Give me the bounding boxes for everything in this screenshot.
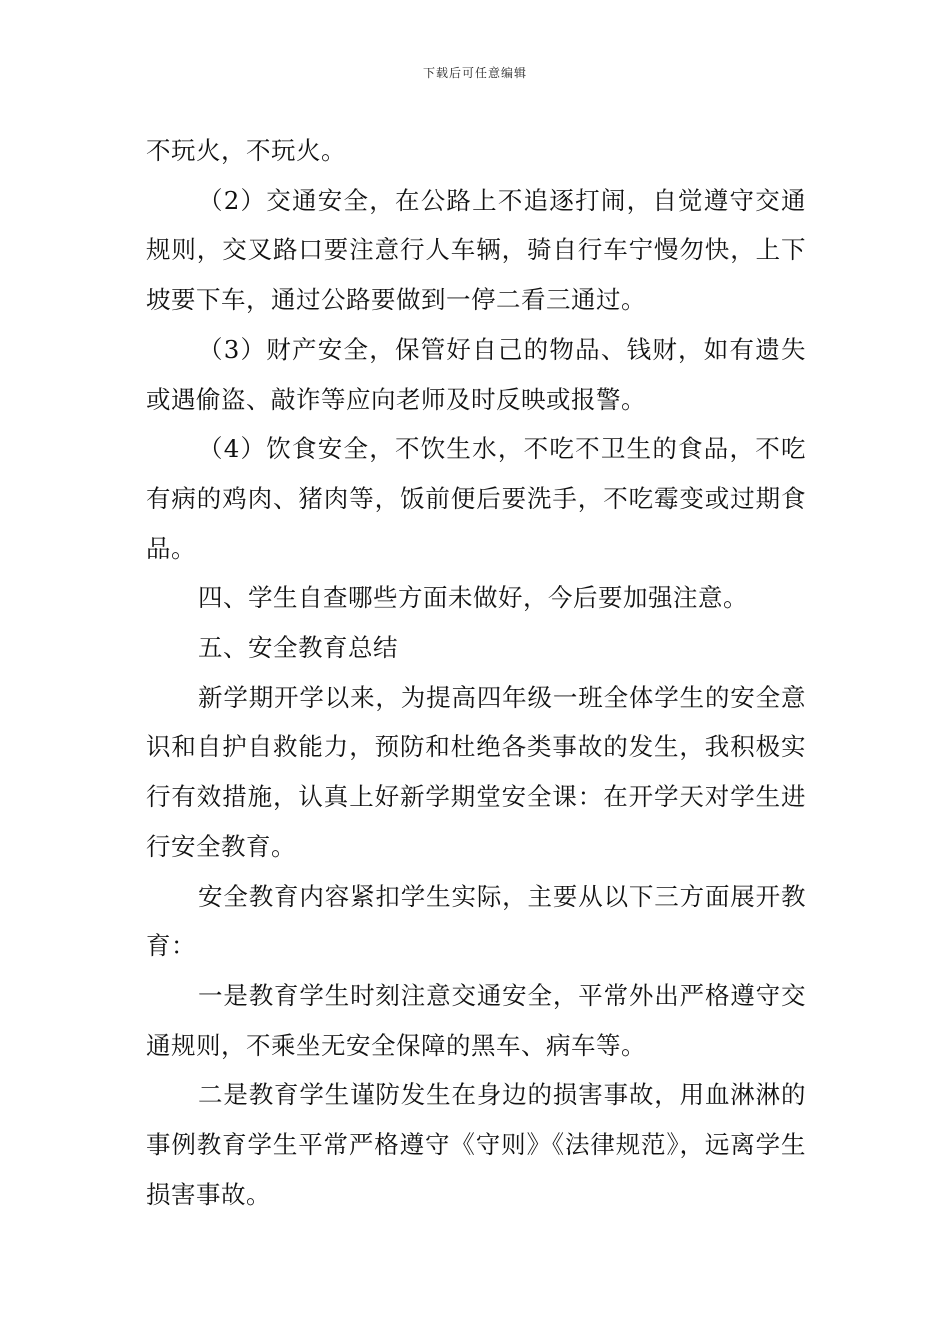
section-heading: 五、安全教育总结 (198, 633, 398, 663)
paragraph: 一是教育学生时刻注意交通安全，平常外出严格遵守交通规则，不乘坐无安全保障的黑车、病车等。 (146, 980, 806, 1060)
paragraph: 安全教育内容紧扣学生实际，主要从以下三方面展开教育： (146, 881, 806, 961)
paragraph: （2）交通安全，在公路上不追逐打闹，自觉遵守交通规则，交叉路口要注意行人车辆，骑自行车宁慢勿快，上下坡要下车，通过公路要做到一停二看三通过。 (146, 185, 806, 315)
paragraph: 四、学生自查哪些方面未做好，今后要加强注意。 (198, 583, 748, 613)
paragraph: （3）财产安全，保管好自己的物品、钱财，如有遗失或遇偷盗、敲诈等应向老师及时反映或报警。 (146, 334, 806, 414)
paragraph: 二是教育学生谨防发生在身边的损害事故，用血淋淋的事例教育学生平常严格遵守《守则》《法律规范》，远离学生损害事故。 (146, 1080, 806, 1209)
paragraph: 新学期开学以来，为提高四年级一班全体学生的安全意识和自护自救能力，预防和杜绝各类事故的发生，我积极实行有效措施，认真上好新学期堂安全课：在开学天对学生进行安全教育。 (146, 682, 806, 861)
paragraph: 不玩火，不玩火。 (146, 136, 346, 165)
document-body (146, 126, 806, 1219)
paragraph: （4）饮食安全，不饮生水，不吃不卫生的食品，不吃有病的鸡肉、猪肉等，饭前便后要洗手，不吃霉变或过期食品。 (146, 434, 806, 563)
page-header-note: 下载后可任意编辑 (422, 66, 527, 80)
